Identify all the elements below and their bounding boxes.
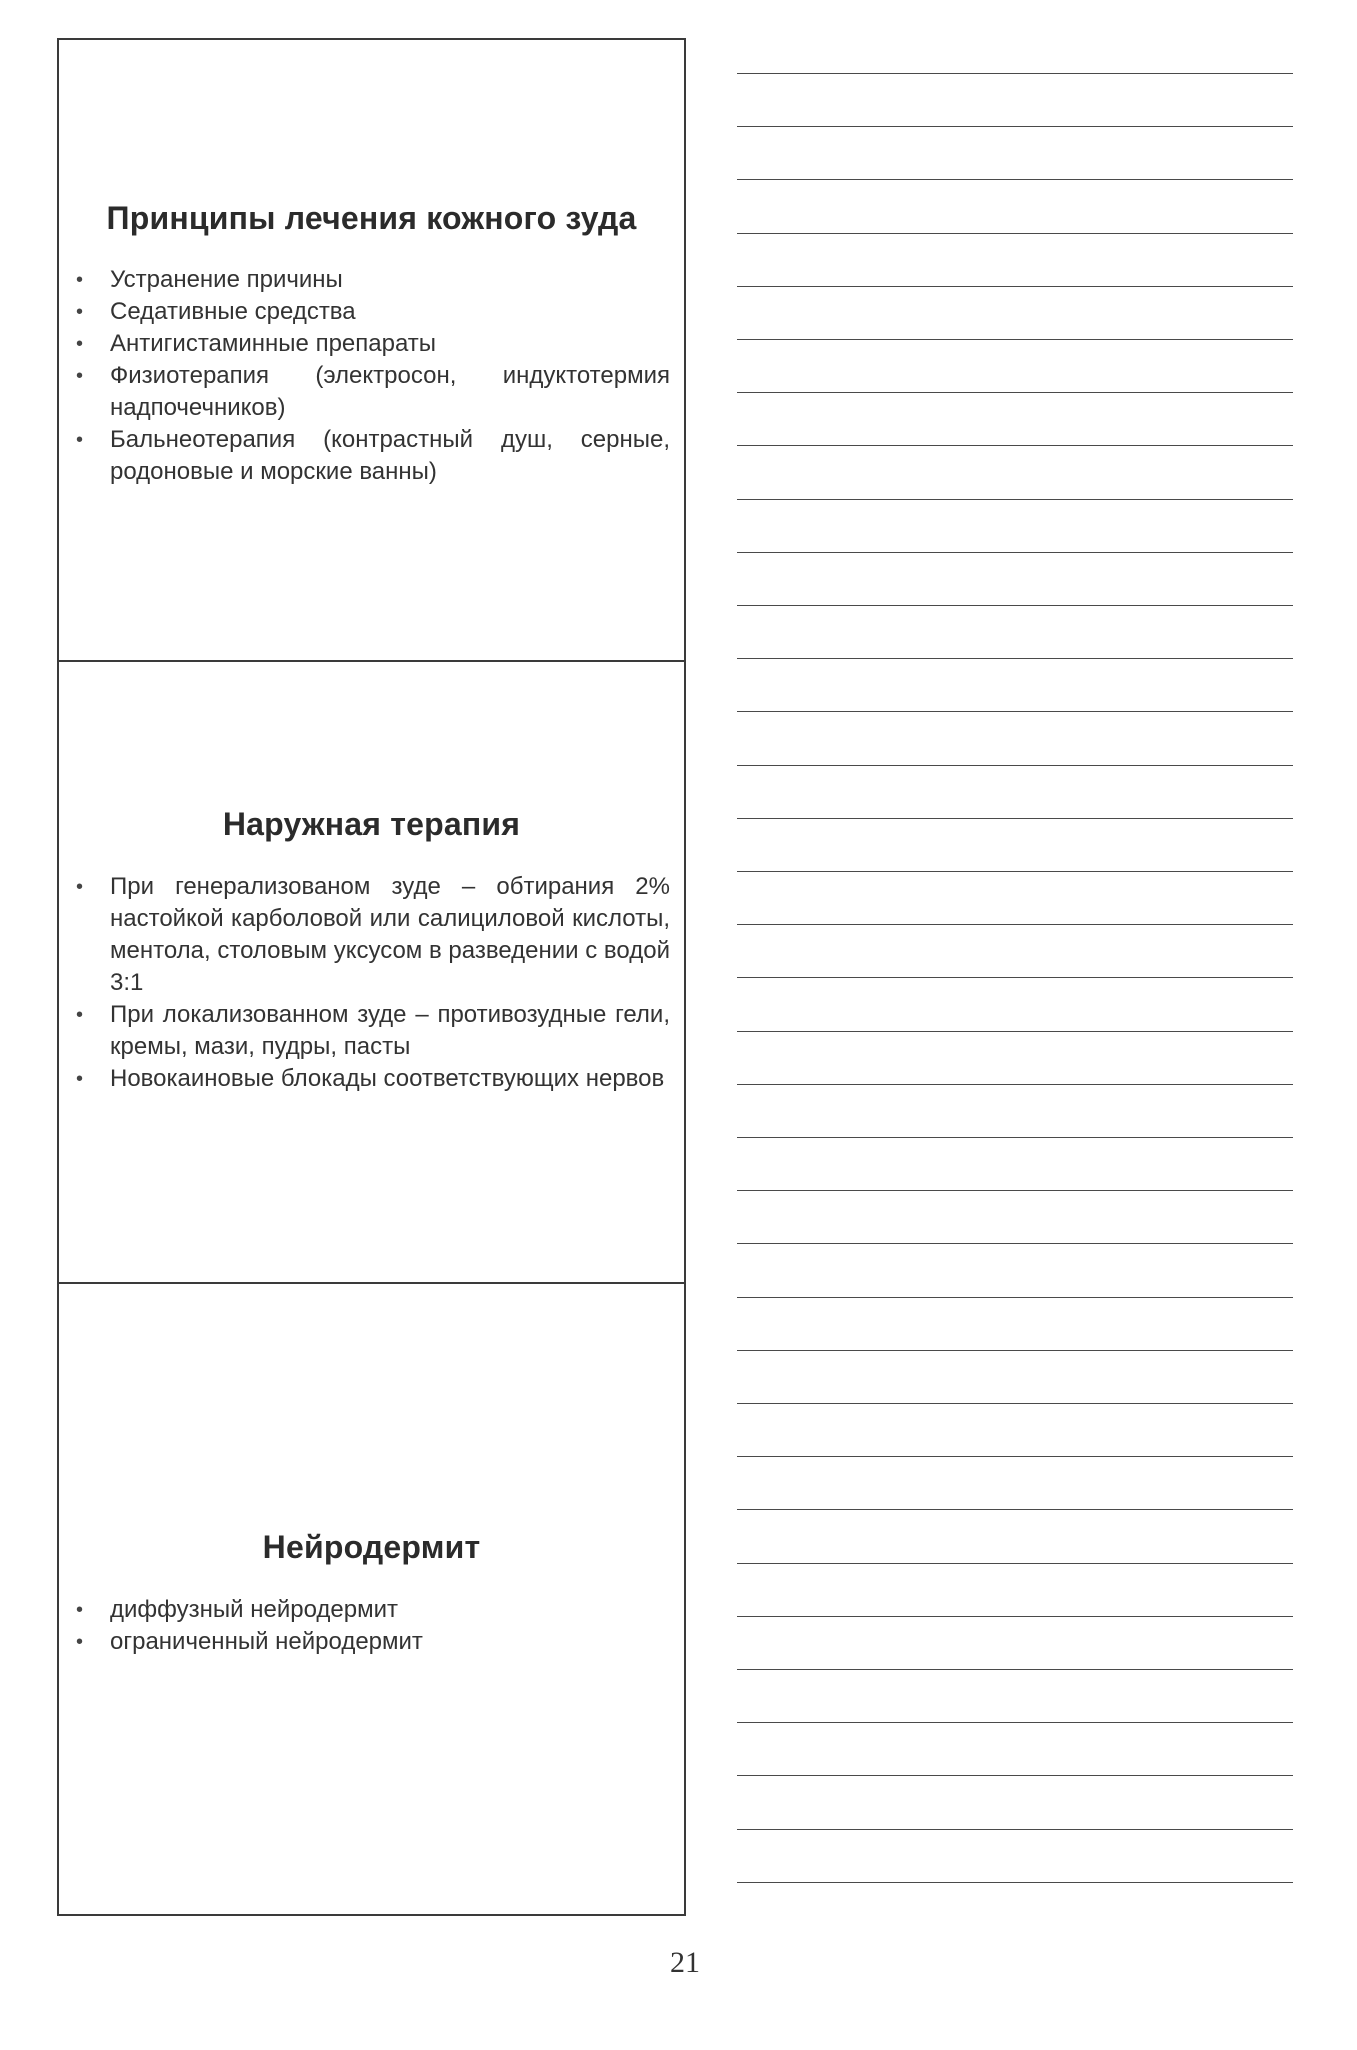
note-line — [737, 871, 1293, 872]
note-line — [737, 1031, 1293, 1032]
note-line — [737, 1137, 1293, 1138]
note-line — [737, 179, 1293, 180]
note-line — [737, 1403, 1293, 1404]
bullet-item: • Седативные средства — [73, 296, 670, 328]
slides-column — [57, 38, 686, 1916]
note-line — [737, 1616, 1293, 1617]
slide-title: Принципы лечения кожного зуда — [106, 200, 637, 236]
slide-neurodermatitis — [59, 1282, 684, 1914]
note-line — [737, 1350, 1293, 1351]
note-line — [737, 233, 1293, 234]
bullet-item: • Физиотерапия (электросон, индуктотермия надпочечников) — [73, 360, 670, 424]
note-line — [737, 1775, 1293, 1776]
bullet-item: • Антигистаминные препараты — [73, 328, 670, 360]
bullet-item: • Новокаиновые блокады соответствующих нервов — [73, 1063, 670, 1095]
page-number: 21 — [670, 1946, 700, 1979]
note-line — [737, 1882, 1293, 1883]
note-line — [737, 552, 1293, 553]
bullet-item: • диффузный нейродермит — [73, 1594, 670, 1626]
note-line — [737, 126, 1293, 127]
note-line — [737, 1669, 1293, 1670]
note-line — [737, 499, 1293, 500]
note-line — [737, 818, 1293, 819]
bullet-item: • При генерализованом зуде – обтирания 2% настойкой карболовой или салициловой кислоты, ментола, столовым уксусом в разведении с водой 3:1 — [73, 871, 670, 999]
bullet-item: • ограниченный нейродермит — [73, 1626, 670, 1658]
note-line — [737, 605, 1293, 606]
note-line — [737, 977, 1293, 978]
note-line — [737, 1190, 1293, 1191]
note-line — [737, 1829, 1293, 1830]
note-line — [737, 1563, 1293, 1564]
bullet-list — [73, 871, 670, 1095]
notes-lines — [737, 0, 1293, 1900]
slide-external-therapy — [59, 660, 684, 1282]
bullet-item: • Устранение причины — [73, 264, 670, 296]
note-line — [737, 765, 1293, 766]
note-line — [737, 73, 1293, 74]
slide-title: Наружная терапия — [222, 806, 521, 842]
bullet-item: • При локализованном зуде – противозудные гели, кремы, мази, пудры, пасты — [73, 999, 670, 1063]
note-line — [737, 658, 1293, 659]
note-line — [737, 392, 1293, 393]
note-line — [737, 1297, 1293, 1298]
note-line — [737, 711, 1293, 712]
note-line — [737, 1084, 1293, 1085]
slide-title: Нейродермит — [262, 1529, 481, 1565]
note-line — [737, 339, 1293, 340]
note-line — [737, 1456, 1293, 1457]
note-line — [737, 286, 1293, 287]
note-line — [737, 1722, 1293, 1723]
bullet-list — [73, 1594, 670, 1658]
bullet-item: • Бальнеотерапия (контрастный душ, серные, родоновые и морские ванны) — [73, 424, 670, 488]
note-line — [737, 445, 1293, 446]
note-line — [737, 1509, 1293, 1510]
note-line — [737, 924, 1293, 925]
note-line — [737, 1243, 1293, 1244]
bullet-list — [73, 264, 670, 488]
slide-treatment-principles — [59, 40, 684, 660]
